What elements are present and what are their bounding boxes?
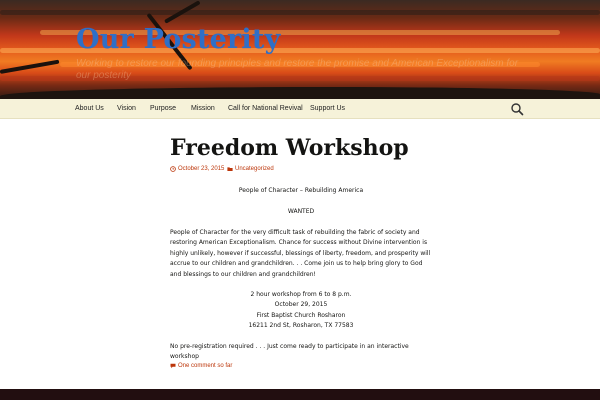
post-category-text[interactable]: Uncategorized — [235, 166, 274, 172]
site-description: Working to restore our founding principles and restore the promise and American Exceptionalism for our posterity — [76, 58, 519, 81]
event-date: October 29, 2015 — [274, 301, 328, 309]
nav-item-call-for-national-revival[interactable]: Call for National Revival — [228, 105, 303, 112]
site-title[interactable]: Our Posterity — [76, 24, 281, 55]
horizon-silhouette — [0, 87, 600, 99]
post-date[interactable] — [170, 166, 224, 172]
event-venue: First Baptist Church Rosharon — [256, 311, 346, 319]
nav-item-purpose[interactable]: Purpose — [150, 105, 177, 112]
nav-item-support-us[interactable]: Support Us — [310, 105, 346, 112]
clock-icon — [170, 166, 176, 172]
footer-bar — [0, 389, 600, 400]
comment-icon — [170, 363, 176, 369]
nav-item-about-us[interactable]: About Us — [75, 105, 104, 112]
comments-link[interactable] — [170, 363, 232, 369]
post-note: No pre-registration required . . . Just come ready to participate in an interactive workshop — [170, 343, 409, 361]
post-title[interactable]: Freedom Workshop — [170, 135, 409, 161]
sunset-streak — [0, 10, 600, 15]
tree-branch — [0, 60, 59, 74]
post-wanted: WANTED — [287, 208, 315, 215]
search-icon[interactable] — [510, 102, 524, 116]
nav-item-vision[interactable]: Vision — [117, 105, 136, 112]
event-time: 2 hour workshop from 6 to 8 p.m. — [250, 291, 352, 298]
event-address: 16211 2nd St, Rosharon, TX 77583 — [248, 322, 354, 330]
site-header — [0, 0, 600, 99]
nav-item-mission[interactable]: Mission — [191, 105, 215, 112]
main-navigation — [0, 99, 600, 119]
comments-link-text[interactable]: One comment so far — [178, 363, 233, 369]
post-category[interactable] — [227, 166, 274, 172]
folder-icon — [227, 166, 233, 172]
post-subtitle: People of Character – Rebuilding America — [238, 187, 364, 194]
post-date-text[interactable]: October 23, 2015 — [178, 166, 225, 172]
post-paragraph: People of Character for the very difficult task of rebuilding the fabric of society and restoring American Exceptionalism. Chance for success without Divine intervention is highly unlikely, however if successful, blessings of liberty, freedom, and prosperity will accrue to our children and grandchildren. . . Come join us to help bring glory to God and blessings to our children and grandchildren! — [170, 229, 431, 278]
event-details — [170, 290, 432, 332]
